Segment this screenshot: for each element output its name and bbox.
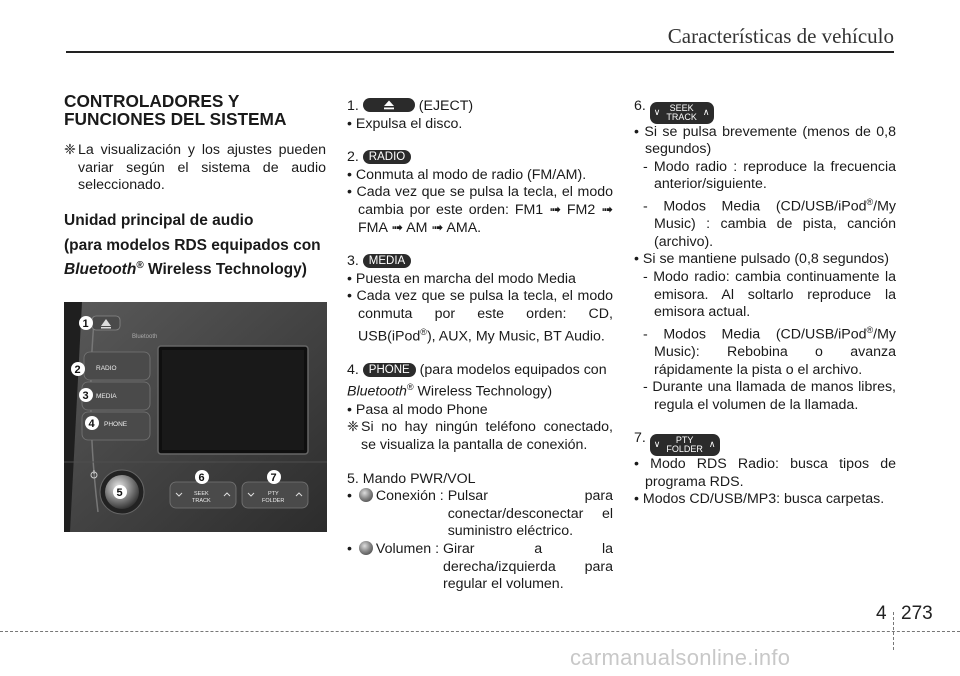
bluetooth-logo-text: Bluetooth (132, 334, 158, 340)
seek-track-button-badge (650, 102, 714, 124)
photo-phone-label: PHONE (104, 421, 128, 428)
track-label: TRACK (666, 111, 697, 122)
registered-mark: ® (136, 259, 144, 271)
svg-text:1: 1 (82, 318, 89, 330)
item-5-power-label: Conexión : (375, 488, 444, 505)
item-1-title (347, 98, 613, 116)
item-3-title (347, 253, 613, 271)
item-7-bullet-1: • Modo RDS Radio: busca tipos de programa RDS. (634, 455, 896, 490)
note-mark: ❈ (64, 142, 76, 158)
seek-label: SEEK (669, 102, 694, 113)
pty-label: PTY (675, 434, 694, 445)
item-6-dash-2-a: - Modos Media (CD/USB/iPod (643, 198, 867, 215)
item-1-label: (EJECT) (418, 98, 474, 114)
item-5-volume-text: Girar a la derecha/izquierda para regular el volumen. (442, 540, 613, 593)
item-6-bullet-2: • Si se mantiene pulsado (0,8 segundos) (634, 251, 889, 268)
callout-2 (71, 362, 85, 376)
item-6-dash-4-b: /My Music): Rebobina o avanza rápidamente la pista o el archivo. (654, 326, 896, 378)
item-5-power-row (347, 488, 613, 541)
item-1-bullet: • Expulsa el disco. (347, 115, 463, 132)
item-4-bullet-1: • Pasa al modo Phone (347, 401, 488, 418)
item-4-note-text: Si no hay ningún teléfono conectado, se visualiza la pantalla de conexión. (361, 419, 613, 453)
item-6-dash-3: - Modo radio: cambia continuamente la emisora. Al soltarlo reproduce la emisora actual. (643, 268, 896, 321)
pty-folder-button-badge (650, 434, 720, 456)
watermark-text: carmanualsonline.info (570, 645, 791, 670)
item-4-after-2: Wireless Technology) (413, 384, 553, 401)
audio-head-unit-photo (64, 302, 327, 532)
item-5-power-text: Pulsar para conectar/desconectar el suministro eléctrico. (447, 488, 613, 540)
item-6-dash-4-a: - Modos Media (CD/USB/iPod (643, 326, 867, 343)
item-6-dash-2 (634, 194, 896, 252)
subheading-part-a: (para modelos RDS equipados con (64, 237, 321, 255)
chevron-down-icon: ∨ (653, 439, 661, 450)
item-6-dash-4 (634, 322, 896, 380)
item-2-number: 2. (347, 149, 359, 166)
item-3-bullet-1: • Puesta en marcha del modo Media (347, 270, 576, 287)
photo-pty-label: PTY (268, 491, 279, 497)
bluetooth-brand: Bluetooth (64, 260, 137, 278)
item-3-bullet-2-a: • Cada vez que se pulsa la tecla, el modo conmuta por este orden: CD, USB(iPod (347, 288, 613, 345)
item-3-bullet-2-b: ), AUX, My Music, BT Audio. (426, 328, 605, 345)
footer-separator (893, 612, 895, 650)
item-4-title (347, 362, 613, 380)
item-5-volume-label-wrap: • Volumen : (347, 540, 440, 557)
item-3-number: 3. (347, 253, 359, 270)
item-6-bullet-1: • Si se pulsa brevemente (menos de 0,8 segundos) (634, 123, 896, 158)
right-column (634, 98, 896, 509)
item-4-title-cont (347, 379, 613, 401)
svg-text:5: 5 (116, 487, 123, 499)
page-number: 273 (901, 603, 933, 624)
callout-4 (85, 416, 99, 430)
callout-5 (113, 485, 127, 499)
section-heading: CONTROLADORES Y FUNCIONES DEL SISTEMA (64, 91, 287, 129)
item-5-volume-row (347, 541, 613, 594)
item-1-number: 1. (347, 98, 359, 114)
note-mark: ❈ (347, 419, 359, 436)
registered-mark: ® (406, 382, 414, 393)
callout-7 (267, 470, 281, 484)
photo-folder-label: FOLDER (262, 498, 285, 504)
svg-text:2: 2 (74, 364, 81, 376)
pwr-vol-knob-icon (359, 541, 373, 555)
item-2-bullet-1: • Conmuta al modo de radio (FM/AM). (347, 166, 587, 183)
item-2-bullet-2: • Cada vez que se pulsa la tecla, el modo cambia por este orden: FM1 ➟ FM2 ➟ FMA ➟ AM ➟ AMA. (347, 184, 613, 236)
item-4-after: (para modelos equipados con (419, 361, 607, 378)
photo-track-label: TRACK (192, 498, 211, 504)
chevron-up-icon: ∧ (708, 439, 716, 450)
item-5-title: 5. Mando PWR/VOL (347, 470, 476, 487)
chevron-up-icon: ∧ (702, 107, 710, 117)
footer-rule (0, 631, 960, 632)
header-rule (66, 51, 894, 53)
registered-mark: ® (866, 196, 874, 207)
left-note (64, 142, 326, 195)
chapter-number: 4 (876, 603, 887, 624)
item-4-number: 4. (347, 361, 359, 378)
svg-text:7: 7 (270, 472, 277, 484)
bluetooth-brand: Bluetooth (347, 384, 407, 401)
item-7-bullet-2: • Modos CD/USB/MP3: busca carpetas. (634, 491, 885, 508)
phone-button-badge: PHONE (363, 363, 416, 377)
item-7-title (634, 430, 896, 456)
photo-radio-label: RADIO (96, 365, 117, 372)
item-6-dash-1: - Modo radio : reproduce la frecuencia anterior/siguiente. (643, 158, 896, 193)
subheading-part-b: Wireless Technology) (143, 260, 307, 278)
photo-media-label: MEDIA (96, 393, 117, 400)
left-note-text: La visualización y los ajustes pueden variar según el sistema de audio seleccionado. (78, 142, 326, 194)
item-6-number: 6. (634, 98, 646, 114)
folder-label: FOLDER (666, 443, 703, 454)
callout-1 (79, 316, 93, 330)
item-5-power-label-wrap: • Conexión : (347, 488, 444, 505)
eject-button-icon (363, 98, 415, 112)
item-2-title (347, 149, 613, 167)
callout-6 (195, 470, 209, 484)
photo-seek-label: SEEK (194, 491, 209, 497)
item-5-volume-label: Volumen : (375, 540, 440, 557)
svg-text:6: 6 (198, 472, 205, 484)
left-column (64, 92, 326, 279)
item-7-number: 7. (634, 430, 646, 447)
item-6-title (634, 98, 896, 124)
chevron-down-icon: ∨ (653, 107, 661, 117)
subheading-main-unit: Unidad principal de audio (64, 211, 254, 229)
registered-mark: ® (420, 326, 427, 337)
item-6-dash-2-b: /My Music) : cambia de pista, canción (archivo). (654, 198, 896, 250)
media-button-badge: MEDIA (363, 254, 411, 268)
subheading-rds-models (64, 236, 326, 279)
svg-text:4: 4 (88, 418, 95, 430)
radio-button-badge: RADIO (363, 150, 411, 164)
middle-column (347, 98, 613, 594)
item-4-note (347, 419, 613, 454)
registered-mark: ® (866, 324, 874, 335)
pwr-vol-knob-icon (359, 488, 373, 502)
item-6-dash-5: - Durante una llamada de manos libres, regula el volumen de la llamada. (643, 379, 896, 413)
item-3-bullet-2 (347, 288, 613, 346)
svg-text:3: 3 (82, 390, 89, 402)
head-unit-illustration (64, 302, 327, 532)
running-header-title: Características de vehículo (667, 24, 894, 48)
callout-3 (79, 388, 93, 402)
